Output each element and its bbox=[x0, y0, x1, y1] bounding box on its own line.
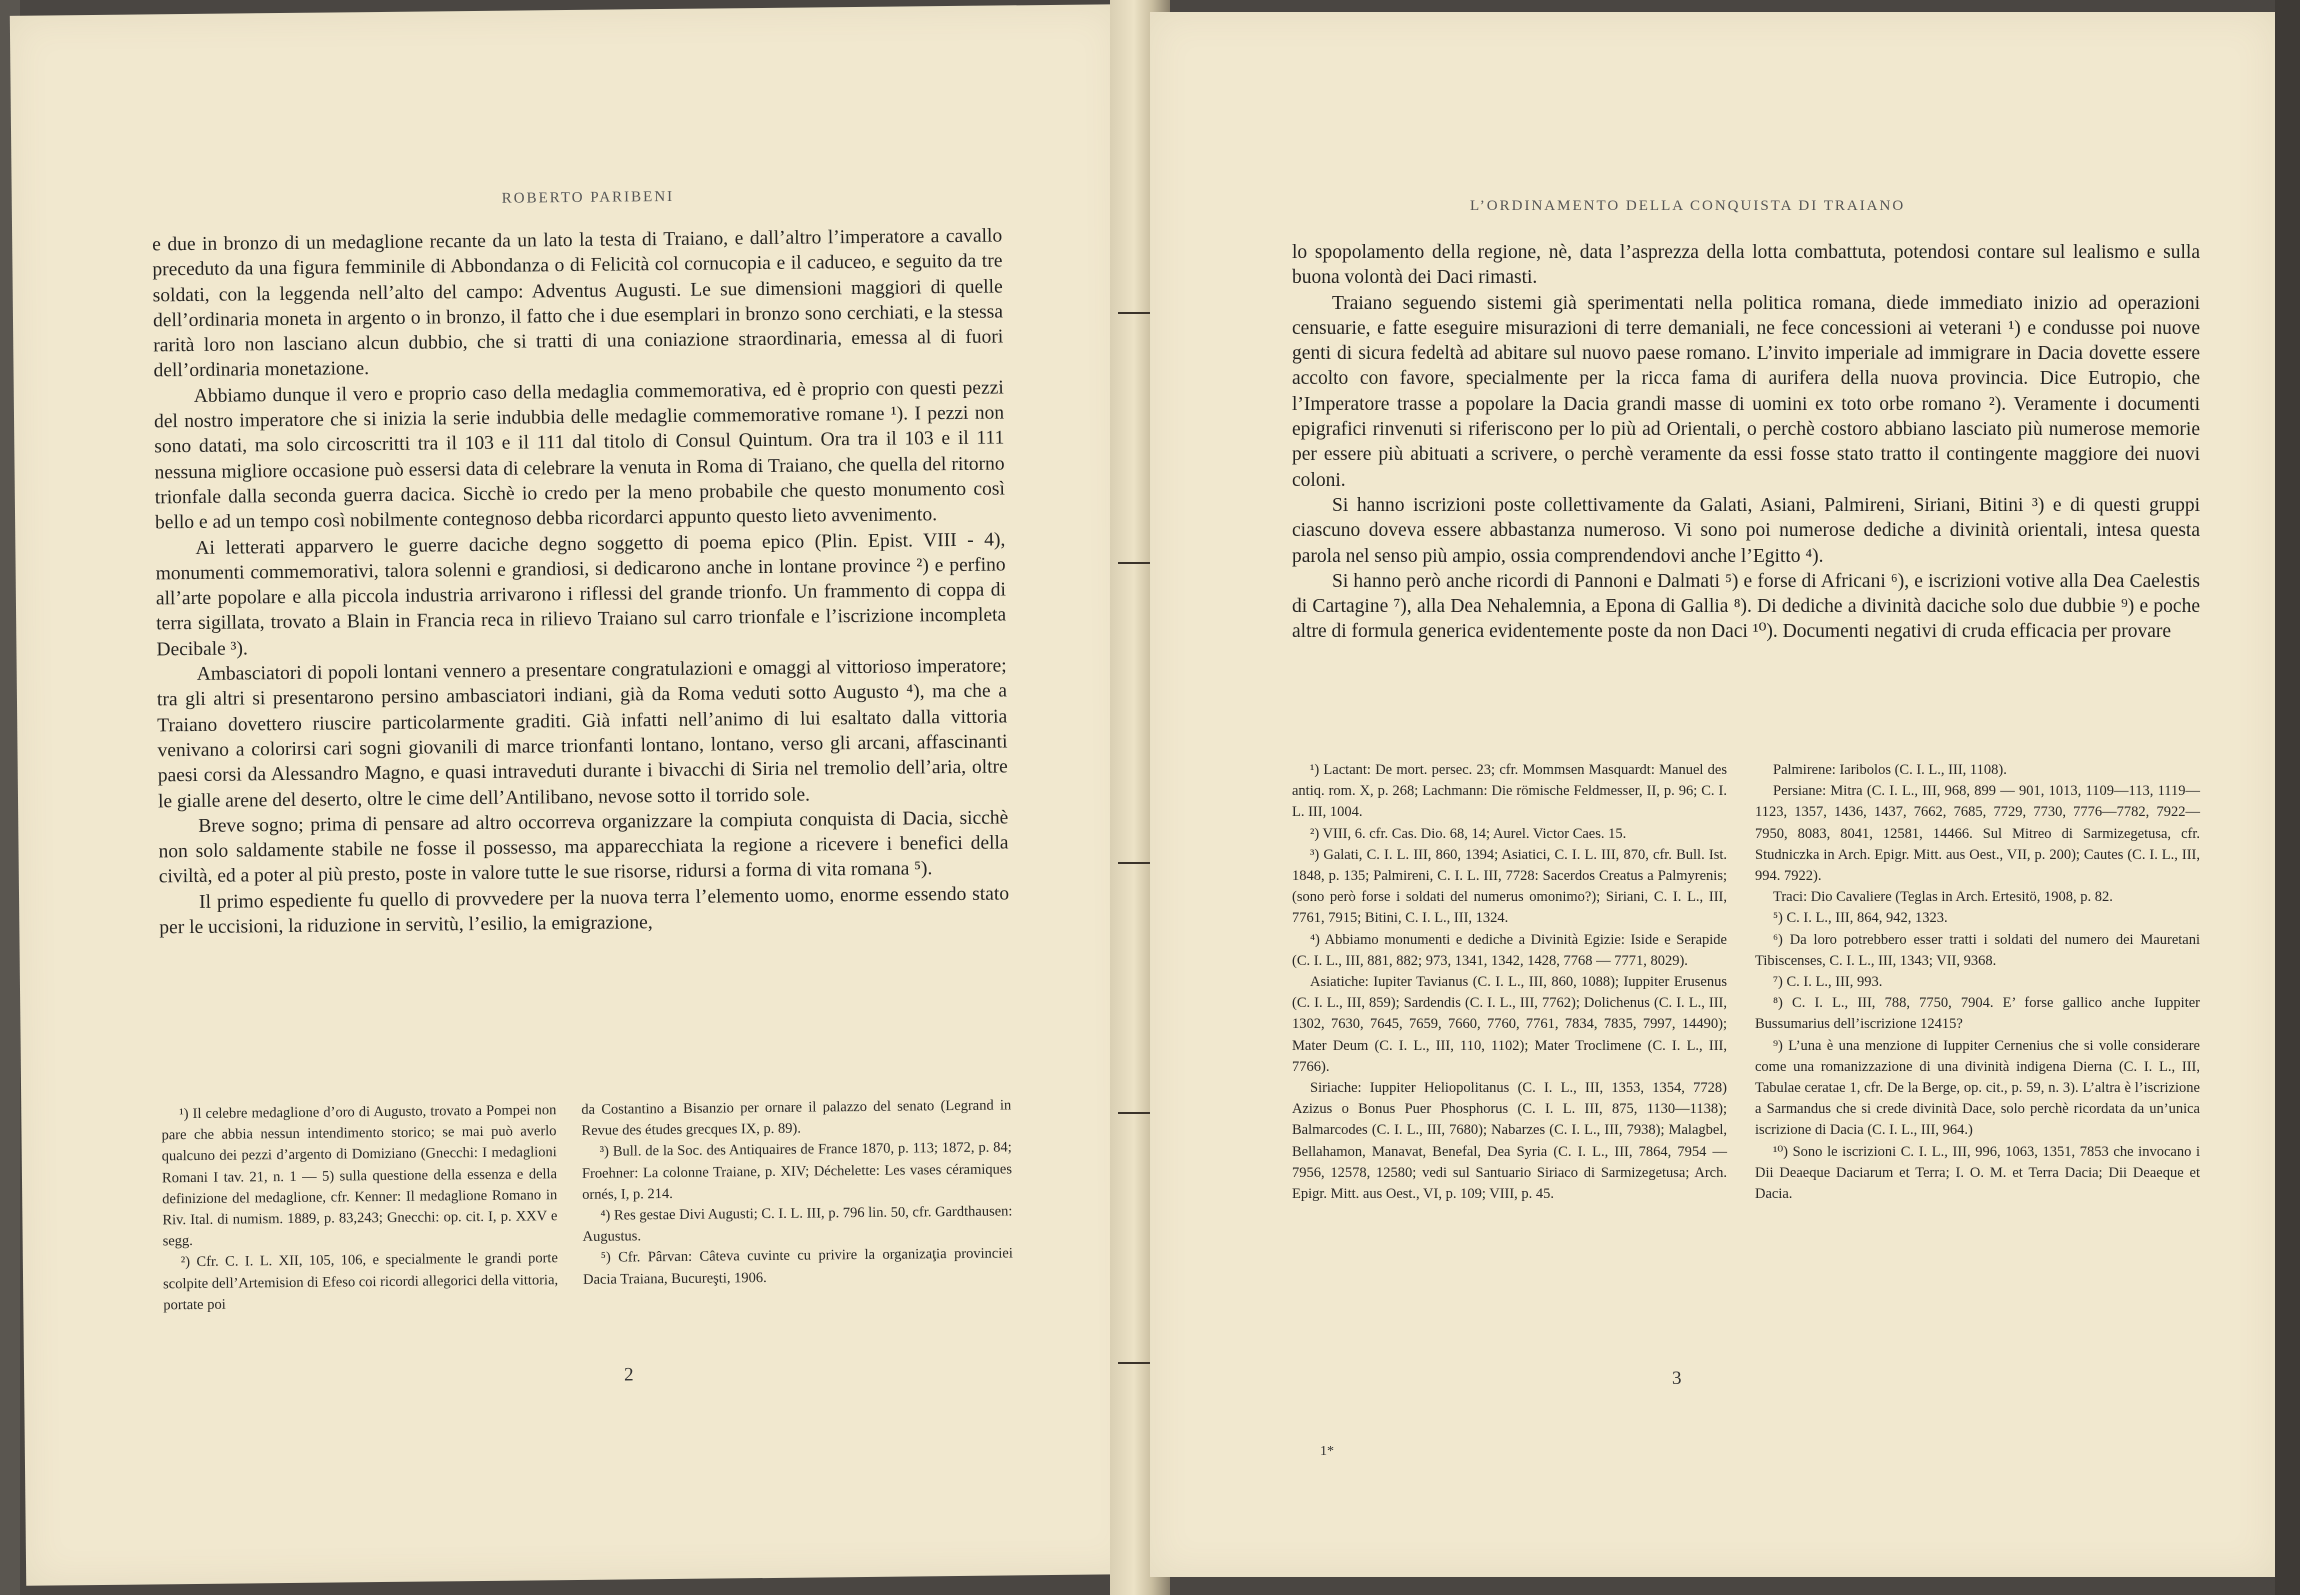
left-body-text bbox=[152, 223, 1009, 940]
thread-mark bbox=[1118, 1362, 1152, 1364]
footnote: Traci: Dio Cavaliere (Teglas in Arch. Ertesitö, 1908, p. 82. bbox=[1773, 889, 2113, 906]
left-running-header: ROBERTO PARIBENI bbox=[501, 188, 675, 207]
footnote: da Costantino a Bisanzio per ornare il palazzo del senato (Legrand in Revue des études grecques IX, p. 89). bbox=[581, 1097, 1012, 1140]
left-page-number: 2 bbox=[623, 1364, 634, 1386]
left-paragraph: e due in bronzo di un medaglione recante da un lato la testa di Traiano, e dall’altro l’imperatore a cavallo preceduto da una figura femminile di Abbondanza o di Felicità col cornucopia e il caduceo, e seguito da tre soldati, con la leggenda nell’alto del campo: Adventus Augusti. Le sue dimensioni maggiori di quelle dell’ordinaria moneta in argento o in bronzo, il fatto che i due esemplari in bronzo sono cerchiati, e la stessa rarità loro non lasciano alcun dubbio, che si tratti di una coniazione straordinaria, emessa al di fuori dell’ordinaria monetazione. bbox=[152, 225, 1004, 382]
footnote: ⁵) C. I. L., III, 864, 942, 1323. bbox=[1773, 910, 1948, 927]
right-footnotes-col1 bbox=[1292, 760, 1727, 1205]
right-page bbox=[1150, 12, 2275, 1577]
footnote: ¹) Il celebre medaglione d’oro di Augusto, trovato a Pompei non pare che abbia nessun intendimento storico; se mai può averlo qualcuno dei pezzi d’argento di Domiziano (Gnecchi: I medaglioni Romani I tav. 21, n. 1 — 5) sulla questione della essenza e della definizione del medaglione, cfr. Kenner: Il medaglione Romano in Riv. Ital. di numism. 1889, p. 83,243; Gnecchi: op. cit. I, p. XXV e segg. bbox=[161, 1102, 558, 1250]
footnote: ³) Galati, C. I. L. III, 860, 1394; Asiatici, C. I. L. III, 870, cfr. Bull. Ist. 1848, p. 135; Palmireni, C. I. L. III, 7728: Sacerdos Creatus a Palmyrenis; (sono però forse i soldati del numerus omonimo?); Siriani, C. I. L., III, 7761, 7915; Bitini, C. I. L., III, 1324. bbox=[1292, 846, 1727, 927]
right-paragraph: Si hanno però anche ricordi di Pannoni e Dalmati ⁵) e forse di Africani ⁶), e iscrizioni votive alla Dea Caelestis di Cartagine ⁷), alla Dea Nehalemnia, a Epona di Gallia ⁸). Di dediche a divinità daciche solo due dubbie ⁹) e poche altre di formula generica evidentemente poste da non Daci ¹⁰). Documenti negativi di cruda efficacia per provare bbox=[1292, 570, 2200, 643]
left-paragraph: Ambasciatori di popoli lontani vennero a presentare congratulazioni e omaggi al vittorioso imperatore; tra gli altri si presentarono persino ambasciatori indiani, già da Roma veduti sotto Augusto ⁴), ma che a Traiano dovettero riuscire particolarmente graditi. Già infatti nell’animo di lui esaltato dalla vittoria venivano a colorirsi cari sogni giovanili di marce trionfanti lontano, lontano, verso gli arcani, affascinanti paesi corsi da Alessandro Magno, e quasi intraveduti durante i bivacchi di Siria nel tremolio dell’aria, oltre le gialle arene del deserto, oltre le cime dell’Antilibano, nevose sotto il torrido sole. bbox=[156, 655, 1008, 812]
footnote: ³) Bull. de la Soc. des Antiquaires de France 1870, p. 113; 1872, p. 84; Froehner: La colonne Traiane, p. XIV; Déchelette: Les vases céramiques ornés, I, p. 214. bbox=[581, 1139, 1013, 1203]
footnote: ⁷) C. I. L., III, 993. bbox=[1773, 974, 1883, 991]
right-body-text bbox=[1292, 240, 2200, 645]
footnote: ²) VIII, 6. cfr. Cas. Dio. 68, 14; Aurel. Victor Caes. 15. bbox=[1310, 825, 1627, 842]
footnote: Siriache: Iuppiter Heliopolitanus (C. I. L., III, 1353, 1354, 7728) Azizus o Bonus Puer Phosphorus (C. I. L. III, 875, 1130—1138); Balmarcodes (C. I. L., III, 7680); Nabarzes (C. I. L., III, 7938); Malagbel, Bellahamon, Manavat, Benefal, Dea Syria (C. I. L., III, 7864, 7954 — 7956, 12578, 12580; vedi sul Santuario Siriaco di Sarmizegetusa; Arch. Epigr. Mitt. aus Oest., VI, p. 109; VIII, p. 45. bbox=[1292, 1080, 1727, 1203]
right-paragraph: Traiano seguendo sistemi già sperimentati nella politica romana, diede immediato inizio ad operazioni censuarie, e fatte eseguire misurazioni di terre demaniali, ne fece concessioni ai veterani ¹) e condusse poi nuove genti di sicura fedeltà ad abitare sul nuovo paese romano. L’invito imperiale ad immigrare in Dacia dovette essere accolto con favore, specialmente per la ricca fama di aurifera della nuova provincia. Dice Eutropio, che l’Imperatore trasse a popolare la Dacia grandi masse di uomini ex toto orbe romano ²). Veramente i documenti epigrafici rinvenuti si riferiscono per lo più ad Orientali, o perchè costoro abbiano lasciato più numerose memorie per essere più abituati a scrivere, o perchè veramente da essi fosse stato tratto il contingente maggiore dei nuovi coloni. bbox=[1292, 292, 2200, 491]
right-paragraph: Si hanno iscrizioni poste collettivamente da Galati, Asiani, Palmireni, Siriani, Bitini ³) e di questi gruppi ciascuno doveva essere abbastanza numeroso. Vi sono poi numerose dediche a divinità orientali, intesa questa parola nel senso più ampio, ossia comprendendovi anche l’Egitto ⁴). bbox=[1292, 494, 2200, 567]
footnote: ²) Cfr. C. I. L. XII, 105, 106, e specialmente le grandi porte scolpite dell’Artemision di Efeso coi ricordi allegorici della vittoria, portate poi bbox=[163, 1250, 559, 1314]
right-footnotes-col2 bbox=[1755, 760, 2200, 1205]
footnote: ⁵) Cfr. Pârvan: Câteva cuvinte cu privire la organizaţia provinciei Dacia Traiana, Bucureşti, 1906. bbox=[582, 1245, 1013, 1288]
footnote: ⁹) L’una è una menzione di Iuppiter Cernenius che si volle considerare come una romanizzazione di una divinità indigena Dierna (C. I. L., III, Tabulae ceratae 1, cfr. De la Berge, op. cit., p. 59, n. 3). L’altra è l’iscrizione a Sarmandus che si crede divinità Dace, solo perchè ricordata da un’unica iscrizione di Dacia (C. I. L., III, 964.) bbox=[1755, 1037, 2200, 1139]
footnote: ⁴) Abbiamo monumenti e dediche a Divinità Egizie: Iside e Serapide (C. I. L., III, 881, 882; 973, 1341, 1342, 1428, 7768 — 7771, 8029). bbox=[1292, 931, 1727, 969]
right-page-number: 3 bbox=[1672, 1368, 1682, 1389]
footnote: Asiatiche: Iupiter Tavianus (C. I. L., III, 860, 1088); Iuppiter Erusenus (C. I. L., III, 859); Sardendis (C. I. L., III, 7762); Dolichenus (C. I. L., III, 1302, 7630, 7645, 7659, 7660, 7760, 7761, 7834, 7835, 7997, 14490); Mater Deum (C. I. L., III, 110, 1102); Mater Troclimene (C. I. L., III, 7766). bbox=[1292, 974, 1727, 1075]
footnote: Palmirene: Iaribolos (C. I. L., III, 1108). bbox=[1773, 762, 2007, 778]
right-paragraph: lo spopolamento della regione, nè, data l’asprezza della lotta combattuta, potendosi contare sul lealismo e sulla buona volontà dei Daci rimasti. bbox=[1292, 242, 2200, 289]
footnote: ⁴) Res gestae Divi Augusti; C. I. L. III, p. 796 lin. 50, cfr. Gardthausen: Augustus. bbox=[582, 1203, 1013, 1246]
left-footnotes-col1 bbox=[161, 1100, 558, 1316]
footnote: Persiane: Mitra (C. I. L., III, 968, 899 — 901, 1013, 1109—113, 1119—1123, 1357, 1436, 1437, 7662, 7685, 7729, 7730, 7776—7782, 7922—7950, 8083, 8041, 12581, 14466. Sul Mitreo di Sarmizegetusa, cfr. Studniczka in Arch. Epigr. Mitt. aus Oest., VII, p. 200); Cautes (C. I. L., III, 994. 7922). bbox=[1755, 783, 2200, 885]
left-paragraph: Breve sogno; prima di pensare ad altro occorreva organizzare la compiuta conquista di Dacia, sicchè non solo saldamente stabile ne fosse il possesso, ma apparecchiata la regione a ricevere i benefici della civiltà, ed a poter al più presto, poste in valore tutte le sue risorse, ridursi a forma di vita romana ⁵). bbox=[158, 807, 1009, 888]
left-paragraph: Il primo espediente fu quello di provvedere per la nuova terra l’elemento uomo, enorme essendo stato per le uccisioni, la riduzione in servitù, l’esilio, la emigrazione, bbox=[159, 883, 1010, 939]
left-paragraph: Ai letterati apparvero le guerre daciche degno soggetto di poema epico (Plin. Epist. VIII - 4), monumenti commemorativi, talora solenni e grandiosi, si dedicarono anche in lontane province ²) e perfino all’arte popolare e alla piccola industria arrivarono i riflessi del grande trionfo. Un frammento di coppa di terra sigillata, trovato a Blain in Francia reca in rilievo Traiano sul carro trionfale e l’iscrizione incompleta Decibale ³). bbox=[155, 529, 1007, 661]
footnote: ¹⁰) Sono le iscrizioni C. I. L., III, 996, 1063, 1351, 7853 che invocano i Dii Deaeque Daciarum et Terra; I. O. M. et Terra Dacia; Dii Deaeque et Dacia. bbox=[1755, 1143, 2200, 1203]
right-backdrop bbox=[2275, 0, 2300, 1595]
right-running-header: L’ORDINAMENTO DELLA CONQUISTA DI TRAIANO bbox=[1470, 198, 1906, 214]
signature-mark: 1* bbox=[1320, 1444, 1334, 1459]
thread-mark bbox=[1118, 312, 1152, 314]
footnote: ⁶) Da loro potrebbero esser tratti i soldati del numero dei Mauretani Tibiscenses, C. I. L., III, 1343; VII, 9368. bbox=[1755, 931, 2200, 969]
footnote: ¹) Lactant: De mort. persec. 23; cfr. Mommsen Masquardt: Manuel des antiq. rom. X, p. 268; Lachmann: Die römische Feldmesser, II, p. 96; C. I. L. III, 1004. bbox=[1292, 762, 1727, 821]
thread-mark bbox=[1118, 562, 1152, 564]
thread-mark bbox=[1118, 1112, 1152, 1114]
left-page bbox=[10, 4, 1136, 1586]
footnote: ⁸) C. I. L., III, 788, 7750, 7904. E’ forse gallico anche Iuppiter Bussumarius dell’iscrizione 12415? bbox=[1755, 995, 2200, 1033]
left-paragraph: Abbiamo dunque il vero e proprio caso della medaglia commemorativa, ed è proprio con questi pezzi del nostro imperatore che si inizia la serie indubbia delle medaglie commemorative romane ¹). I pezzi non sono datati, ma solo circoscritti tra il 103 e il 111 dal titolo di Consul Quintum. Ora tra il 103 e il 111 nessuna migliore occasione può essersi data di celebrare la venuta in Roma di Traiano, che quella del ritorno trionfale dalla seconda guerra dacica. Sicchè io credo per la meno probabile che questo monumento così bello e ad un tempo così nobilmente contegnoso debba ricordarci appunto questo lieto avvenimento. bbox=[153, 377, 1005, 534]
thread-mark bbox=[1118, 862, 1152, 864]
left-footnotes-col2 bbox=[581, 1095, 1013, 1290]
